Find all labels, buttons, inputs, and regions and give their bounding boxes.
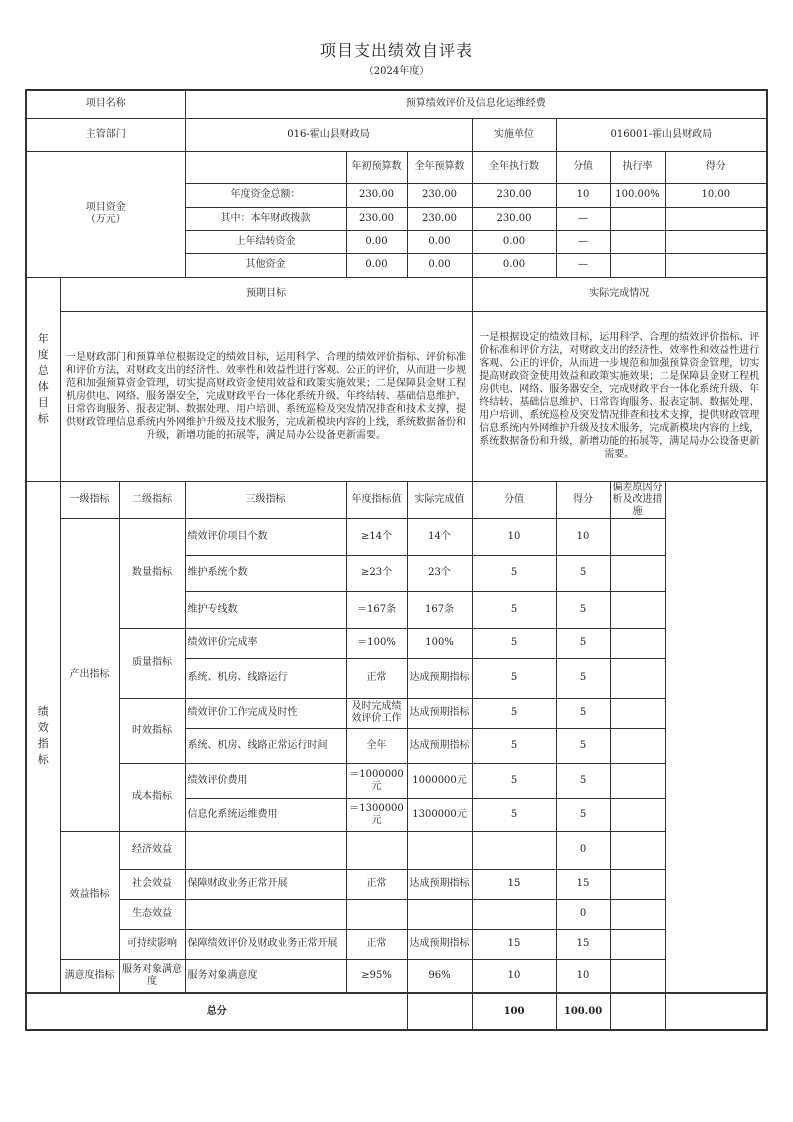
indicator-score-value [472,831,556,869]
level2-sustainable: 可持续影响 [119,929,185,959]
indicator-score-value: 5 [472,658,556,698]
col-level1: 一级指标 [60,481,119,518]
indicator-score: 5 [556,628,610,658]
indicator-score-value: 10 [472,518,556,555]
level2-ecological: 生态效益 [119,899,185,929]
indicator-actual [407,831,472,869]
col-score-value: 分值 [556,151,610,183]
dept-value: 016-霍山县财政局 [185,118,472,151]
annual-goal-label-text: 年度总体目标 [37,331,49,425]
funds-executed: 230.00 [472,183,556,207]
indicator-name [185,899,346,929]
col-target: 年度指标值 [346,481,407,518]
indicator-actual: 100% [407,628,472,658]
indicator-target: ＝1000000元 [346,763,407,798]
indicator-score-value: 5 [472,798,556,831]
funds-rate [610,230,665,253]
level2-quality: 质量指标 [119,628,185,698]
indicator-note [610,831,665,869]
actual-goal-header: 实际完成情况 [472,277,767,311]
indicator-target [346,899,407,929]
funds-row-label: 其他资金 [185,253,346,277]
indicator-score: 10 [556,959,610,993]
indicator-row [26,899,767,929]
indicator-score-value: 5 [472,763,556,798]
funds-row-label: 年度资金总额： [185,183,346,207]
indicator-actual: 167条 [407,591,472,628]
level1-benefit: 效益指标 [60,831,119,959]
impl-label: 实施单位 [472,118,556,151]
indicator-row [26,831,767,869]
funds-unit: （万元） [85,214,126,225]
indicator-row [26,518,767,555]
indicator-name: 保障绩效评价及财政业务正常开展 [185,929,346,959]
expected-goal-text: 一是财政部门和预算单位根据设定的绩效目标，运用科学、合理的绩效评价指标、评价标准和评价方法，对财政支出的经济性、效率性和效益性进行客观、公正的评价，从而进一步规范和加强预算资金管理，切实提高财政资金使用效益和政策实施效果；二是保障县金财工程机房供电、网络、服务器安全，完成财政平台一体化系统升级、年终结转、基础信息维护、日常咨询服务、报表定制、数据处理、用户培训、系统巡检及突发情况排查和技术支撑，提供财政管理信息系统内外网维护升级及技术服务，完成新模块内容的上线，系统数据备份和升级，新增功能的拓展等，满足局办公设备更新需要。 [60,311,472,481]
total-label: 总分 [26,993,407,1030]
indicator-actual: 达成预期指标 [407,728,472,763]
funds-executed: 0.00 [472,230,556,253]
indicator-actual [407,899,472,929]
indicator-target: ＝167条 [346,591,407,628]
funds-score [665,253,767,277]
level2-economic: 经济效益 [119,831,185,869]
project-name-label: 项目名称 [26,90,185,118]
dept-label: 主管部门 [26,118,185,151]
funds-score: 10.00 [665,183,767,207]
indicator-score-value: 5 [472,728,556,763]
indicators-label-text: 绩效指标 [37,705,49,767]
col-executed: 全年执行数 [472,151,556,183]
funds-annual: 0.00 [407,253,472,277]
indicator-row [26,959,767,993]
funds-score-value: — [556,230,610,253]
indicator-actual: 达成预期指标 [407,869,472,899]
indicator-name: 系统、机房、线路运行 [185,658,346,698]
funds-score-value: 10 [556,183,610,207]
indicator-score-value: 5 [472,698,556,728]
col-actual: 实际完成值 [407,481,472,518]
indicator-note [610,798,665,831]
indicator-score: 5 [556,658,610,698]
indicator-name: 维护系统个数 [185,555,346,591]
expected-goal-header: 预期目标 [60,277,472,311]
indicator-note [610,555,665,591]
indicator-target: 正常 [346,929,407,959]
indicator-row [26,698,767,728]
self-evaluation-table [25,89,768,1031]
indicator-target [346,831,407,869]
col-level3: 三级指标 [185,481,346,518]
indicator-actual: 1000000元 [407,763,472,798]
indicator-note [610,899,665,929]
indicator-actual: 1300000元 [407,798,472,831]
annual-goal-label [26,277,60,481]
indicator-score-value: 15 [472,929,556,959]
indicator-target: ≥95% [346,959,407,993]
indicator-score-value: 5 [472,591,556,628]
funds-annual: 230.00 [407,183,472,207]
funds-initial: 230.00 [346,207,407,230]
indicator-note [610,763,665,798]
funds-rate [610,207,665,230]
indicator-note [610,658,665,698]
indicator-score: 0 [556,899,610,929]
impl-value: 016001-霍山县财政局 [556,118,767,151]
indicator-actual: 14个 [407,518,472,555]
indicator-actual: 达成预期指标 [407,658,472,698]
funds-row-label: 其中：本年财政拨款 [185,207,346,230]
indicator-score: 10 [556,518,610,555]
level2-timeliness: 时效指标 [119,698,185,763]
level1-satisfaction: 满意度指标 [60,959,119,993]
funds-score [665,207,767,230]
indicator-row [26,628,767,658]
indicator-note [610,591,665,628]
indicator-score-value: 5 [472,628,556,658]
indicator-score: 15 [556,869,610,899]
indicator-name: 保障财政业务正常开展 [185,869,346,899]
indicator-actual: 达成预期指标 [407,698,472,728]
indicator-target: ＝1300000元 [346,798,407,831]
indicator-score: 5 [556,591,610,628]
indicator-name: 绩效评价项目个数 [185,518,346,555]
col-score-value: 分值 [472,481,556,518]
indicator-note [610,929,665,959]
indicator-name: 绩效评价完成率 [185,628,346,658]
indicator-score: 0 [556,831,610,869]
funds-header-blank [185,151,346,183]
indicator-name: 信息化系统运维费用 [185,798,346,831]
indicator-target: 及时完成绩效评价工作 [346,698,407,728]
funds-annual: 230.00 [407,207,472,230]
indicator-score: 5 [556,798,610,831]
indicator-note [610,628,665,658]
indicator-score-value: 5 [472,555,556,591]
project-name: 预算绩效评价及信息化运维经费 [185,90,767,118]
level1-output: 产出指标 [60,518,119,831]
funds-initial: 230.00 [346,183,407,207]
page-title: 项目支出绩效自评表 [319,41,473,60]
indicator-target: ＝100% [346,628,407,658]
total-note [610,993,665,1030]
col-deviation: 偏差原因分析及改进措施 [610,481,665,518]
indicator-score-value: 15 [472,869,556,899]
col-score: 得分 [556,481,610,518]
indicator-name: 绩效评价工作完成及时性 [185,698,346,728]
indicators-label [26,481,60,993]
indicator-note [610,518,665,555]
total-blank [407,993,472,1030]
indicator-target: ≥23个 [346,555,407,591]
col-score: 得分 [665,151,767,183]
indicator-target: ≥14个 [346,518,407,555]
indicator-score-value: 10 [472,959,556,993]
level2-social: 社会效益 [119,869,185,899]
indicator-score: 5 [556,763,610,798]
indicator-score: 5 [556,728,610,763]
col-initial-budget: 年初预算数 [346,151,407,183]
indicator-row [26,929,767,959]
level2-cost: 成本指标 [119,763,185,831]
col-exec-rate: 执行率 [610,151,665,183]
report-year: （2024年度） [363,66,430,77]
indicator-actual: 96% [407,959,472,993]
funds-initial: 0.00 [346,253,407,277]
indicator-row [26,869,767,899]
indicator-target: 正常 [346,658,407,698]
indicator-target: 全年 [346,728,407,763]
indicator-score-value [472,899,556,929]
level2-quantity: 数量指标 [119,518,185,628]
indicator-name: 绩效评价费用 [185,763,346,798]
indicator-score: 5 [556,555,610,591]
funds-initial: 0.00 [346,230,407,253]
total-score: 100.00 [556,993,610,1030]
funds-score [665,230,767,253]
funds-executed: 230.00 [472,207,556,230]
indicator-target: 正常 [346,869,407,899]
indicator-score: 15 [556,929,610,959]
indicator-note [610,728,665,763]
indicator-name: 系统、机房、线路正常运行时间 [185,728,346,763]
indicator-score: 5 [556,698,610,728]
funds-rate: 100.00% [610,183,665,207]
funds-score-value: — [556,207,610,230]
funds-score-value: — [556,253,610,277]
funds-annual: 0.00 [407,230,472,253]
col-level2: 二级指标 [119,481,185,518]
indicator-name [185,831,346,869]
total-score-value: 100 [472,993,556,1030]
indicator-name: 维护专线数 [185,591,346,628]
indicator-row [26,763,767,798]
funds-label [26,151,185,277]
funds-rate [610,253,665,277]
indicator-note [610,959,665,993]
indicator-name: 服务对象满意度 [185,959,346,993]
funds-label-text: 项目资金 [85,202,126,213]
level2-service-satisfaction: 服务对象满意度 [119,959,185,993]
indicator-actual: 23个 [407,555,472,591]
actual-goal-text: 一是根据设定的绩效目标，运用科学、合理的绩效评价指标、评价标准和评价方法，对财政支出的经济性、效率性和效益性进行客观、公正的评价，从而进一步规范和加强预算资金管理，切实提高财政资金使用效益和政策实施效果；二是保障县金财工程机房供电、网络、服务器安全，完成财政平台一体化系统升级、年终结转、基础信息维护、日常咨询服务、报表定制、数据处理、用户培训、系统巡检及突发情况排查和技术支撑，提供财政管理信息系统内外网维护升级及技术服务，完成新模块内容的上线，系统数据备份和升级，新增功能的拓展等，满足局办公设备更新需要。 [472,311,767,481]
indicator-note [610,869,665,899]
indicator-note [610,698,665,728]
col-annual-budget: 全年预算数 [407,151,472,183]
funds-row-label: 上年结转资金 [185,230,346,253]
indicator-actual: 达成预期指标 [407,929,472,959]
funds-executed: 0.00 [472,253,556,277]
